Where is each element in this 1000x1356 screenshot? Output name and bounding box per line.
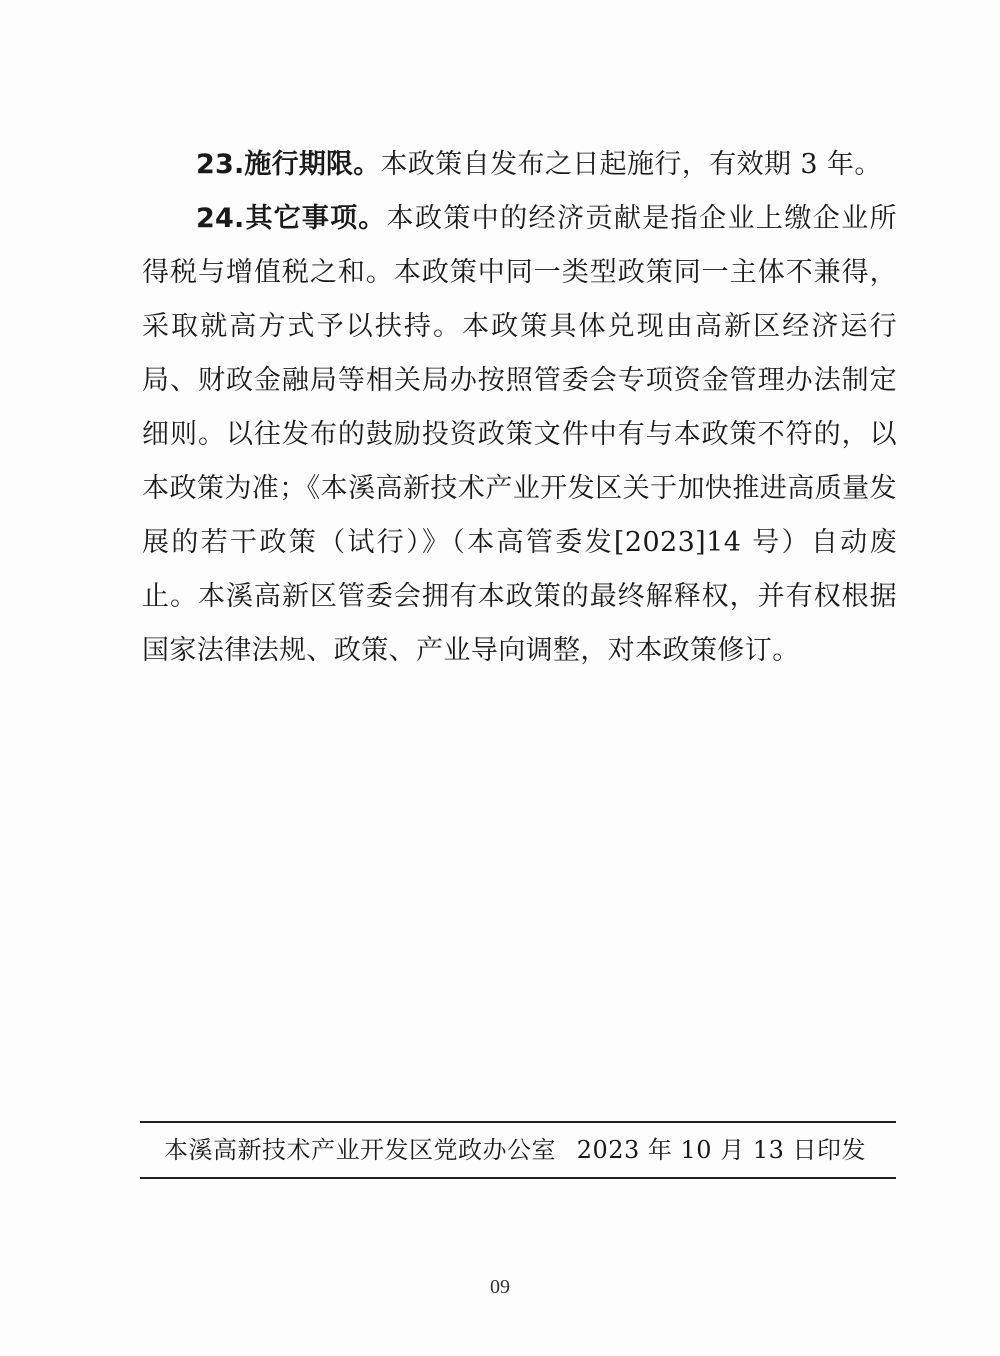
colophon-date: 2023 年 10 月 13 日印发 xyxy=(576,1136,866,1164)
document-body xyxy=(142,138,897,678)
article-23-text: 本政策自发布之日起施行，有效期 3 年。 xyxy=(380,149,882,180)
article-23 xyxy=(142,138,897,192)
article-24-text: 本政策中的经济贡献是指企业上缴企业所得税与增值税之和。本政策中同一类型政策同一主体不兼得，采取就高方式予以扶持。本政策具体兑现由高新区经济运行局、财政金融局等相关局办按照管委会专项资金管理办法制定细则。以往发布的鼓励投资政策文件中有与本政策不符的，以本政策为准；《本溪高新技术产业开发区关于加快推进高质量发展的若干政策（试行）》（本高管委发[2023]14 号）自动废止。本溪高新区管委会拥有本政策的最终解释权，并有权根据国家法律法规、政策、产业导向调整，对本政策修订。 xyxy=(142,203,897,666)
colophon-issuer: 本溪高新技术产业开发区党政办公室 xyxy=(164,1136,556,1164)
article-23-heading: 23.施行期限。 xyxy=(196,149,381,180)
article-24-heading: 24.其它事项。 xyxy=(196,203,387,234)
article-24 xyxy=(142,192,897,678)
colophon xyxy=(140,1121,896,1179)
page-number: 09 xyxy=(490,1276,510,1298)
